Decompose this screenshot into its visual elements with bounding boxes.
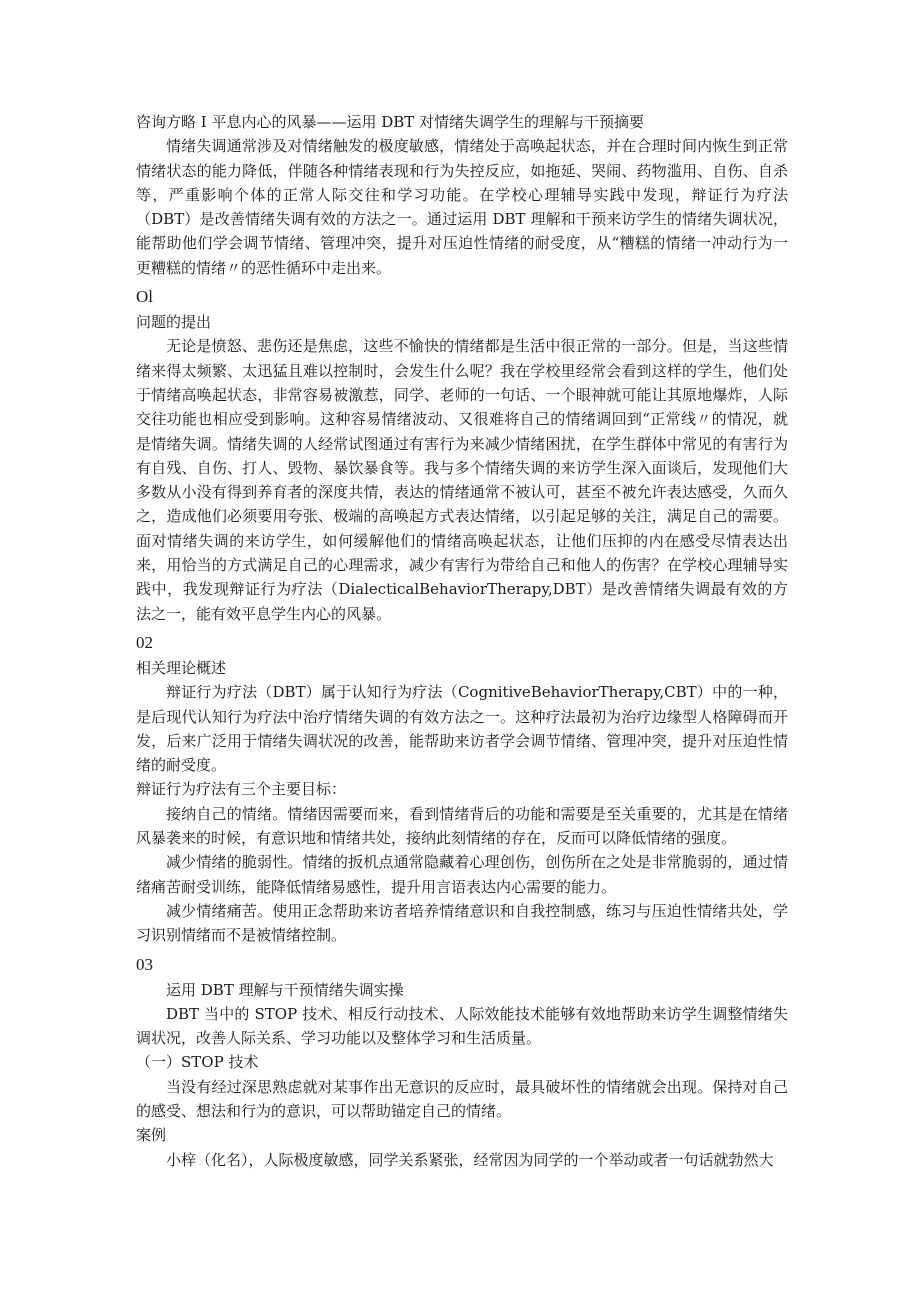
document-body <box>136 110 788 1172</box>
goals-intro: 辩证行为疗法有三个主要目标： <box>136 780 347 799</box>
body-paragraph: 当没有经过深思熟虑就对某事作出无意识的反应时，最具破坏性的情绪就会出现。保持对自己的感受、想法和行为的意识，可以帮助锚定自己的情绪。 <box>136 1077 788 1120</box>
section-number: Ol <box>136 287 153 307</box>
body-paragraph: DBT 当中的 STOP 技术、相反行动技术、人际效能技术能够有效地帮助来访学生调整情绪失调状况，改善人际关系、学习功能以及整体学习和生活质量。 <box>136 1004 788 1048</box>
body-paragraph: 无论是愤怒、悲伤还是焦虑，这些不愉快的情绪都是生活中很正常的一部分。但是，当这些情绪来得太频繁、太迅猛且难以控制时，会发生什么呢？我在学校里经常会看到这样的学生，他们处于情绪高唤起状态，非常容易被激惹，同学、老师的一句话、一个眼神就可能让其原地爆炸，人际交往功能也相应受到影响。这种容易情绪波动、又很难将自己的情绪调回到“正常线〃的情况，就是情绪失调。情绪失调的人经常试图通过有害行为来减少情绪困扰，在学生群体中常见的有害行为有自残、自伤、打人、毁物、暴饮暴食等。我与多个情绪失调的来访学生深入面谈后，发现他们大多数从小没有得到养育者的深度共情，表达的情绪通常不被认可，甚至不被允许表达感受，久而久之，造成他们必须要用夸张、极端的高唤起方式表达情绪，以引起足够的关注，满足自己的需要。面对情绪失调的来访学生，如何缓解他们的情绪高唤起状态，让他们压抑的内在感受尽情表达出来，用恰当的方式满足自己的心理需求，减少有害行为带给自己和他人的伤害？在学校心理辅导实践中，我发现辩证行为疗法（DialecticalBehaviorTherapy,DBT）是改善情绪失调最有效的方法之一，能有效平息学生内心的风暴。 <box>136 337 788 623</box>
document-title: 咨询方略 I 平息内心的风暴——运用 DBT 对情绪失调学生的理解与干预摘要 <box>136 113 645 131</box>
section-number: 02 <box>136 632 153 652</box>
section-heading: 相关理论概述 <box>136 658 227 677</box>
section-number: 03 <box>136 954 153 974</box>
goal-item: 接纳自己的情绪。情绪因需要而来，看到情绪背后的功能和需要是至关重要的，尤其是在情绪风暴袭来的时候，有意识地和情绪共处，接纳此刻情绪的存在，反而可以降低情绪的强度。 <box>136 804 788 848</box>
section-heading: 问题的提出 <box>136 313 212 332</box>
goal-item: 减少情绪的脆弱性。情绪的扳机点通常隐藏着心理创伤，创伤所在之处是非常脆弱的，通过情绪痛苦耐受训练，能降低情绪易感性，提升用言语表达内心需要的能力。 <box>136 853 788 896</box>
subsection-heading: （一）STOP 技术 <box>136 1053 259 1072</box>
case-paragraph: 小梓（化名），人际极度敏感，同学关系紧张，经常因为同学的一个举动或者一句话就勃然大 <box>166 1150 774 1169</box>
section-heading: 运用 DBT 理解与干预情绪失调实操 <box>166 980 404 999</box>
body-paragraph: 辩证行为疗法（DBT）属于认知行为疗法（CognitiveBehaviorTherapy,CBT）中的一种，是后现代认知行为疗法中治疗情绪失调的有效方法之一。这种疗法最初为治疗边缘型人格障碍而开发，后来广泛用于情绪失调状况的改善，能帮助来访者学会调节情绪、管理冲突，提升对压迫性情绪的耐受度。 <box>136 683 788 775</box>
goal-item: 减少情绪痛苦。使用正念帮助来访者培养情绪意识和自我控制感，练习与压迫性情绪共处，学习识别情绪而不是被情绪控制。 <box>136 901 788 945</box>
abstract-paragraph: 情绪失调通常涉及对情绪触发的极度敏感，情绪处于高唤起状态，并在合理时间内恢生到正常情绪状态的能力降低，伴随各种情绪表现和行为失控反应，如拖延、哭闹、药物滥用、自伤、自杀等，严重影响个体的正常人际交往和学习功能。在学校心理辅导实践中发现，辩证行为疗法（DBT）是改善情绪失调有效的方法之一。通过运用 DBT 理解和干预来访学生的情绪失调状况，能帮助他们学会调节情绪、管理冲突，提升对压迫性情绪的耐受度，从“糟糕的情绪一冲动行为一更糟糕的情绪〃的恶性循环中走出来。 <box>136 137 788 277</box>
case-heading: 案例 <box>136 1126 167 1145</box>
